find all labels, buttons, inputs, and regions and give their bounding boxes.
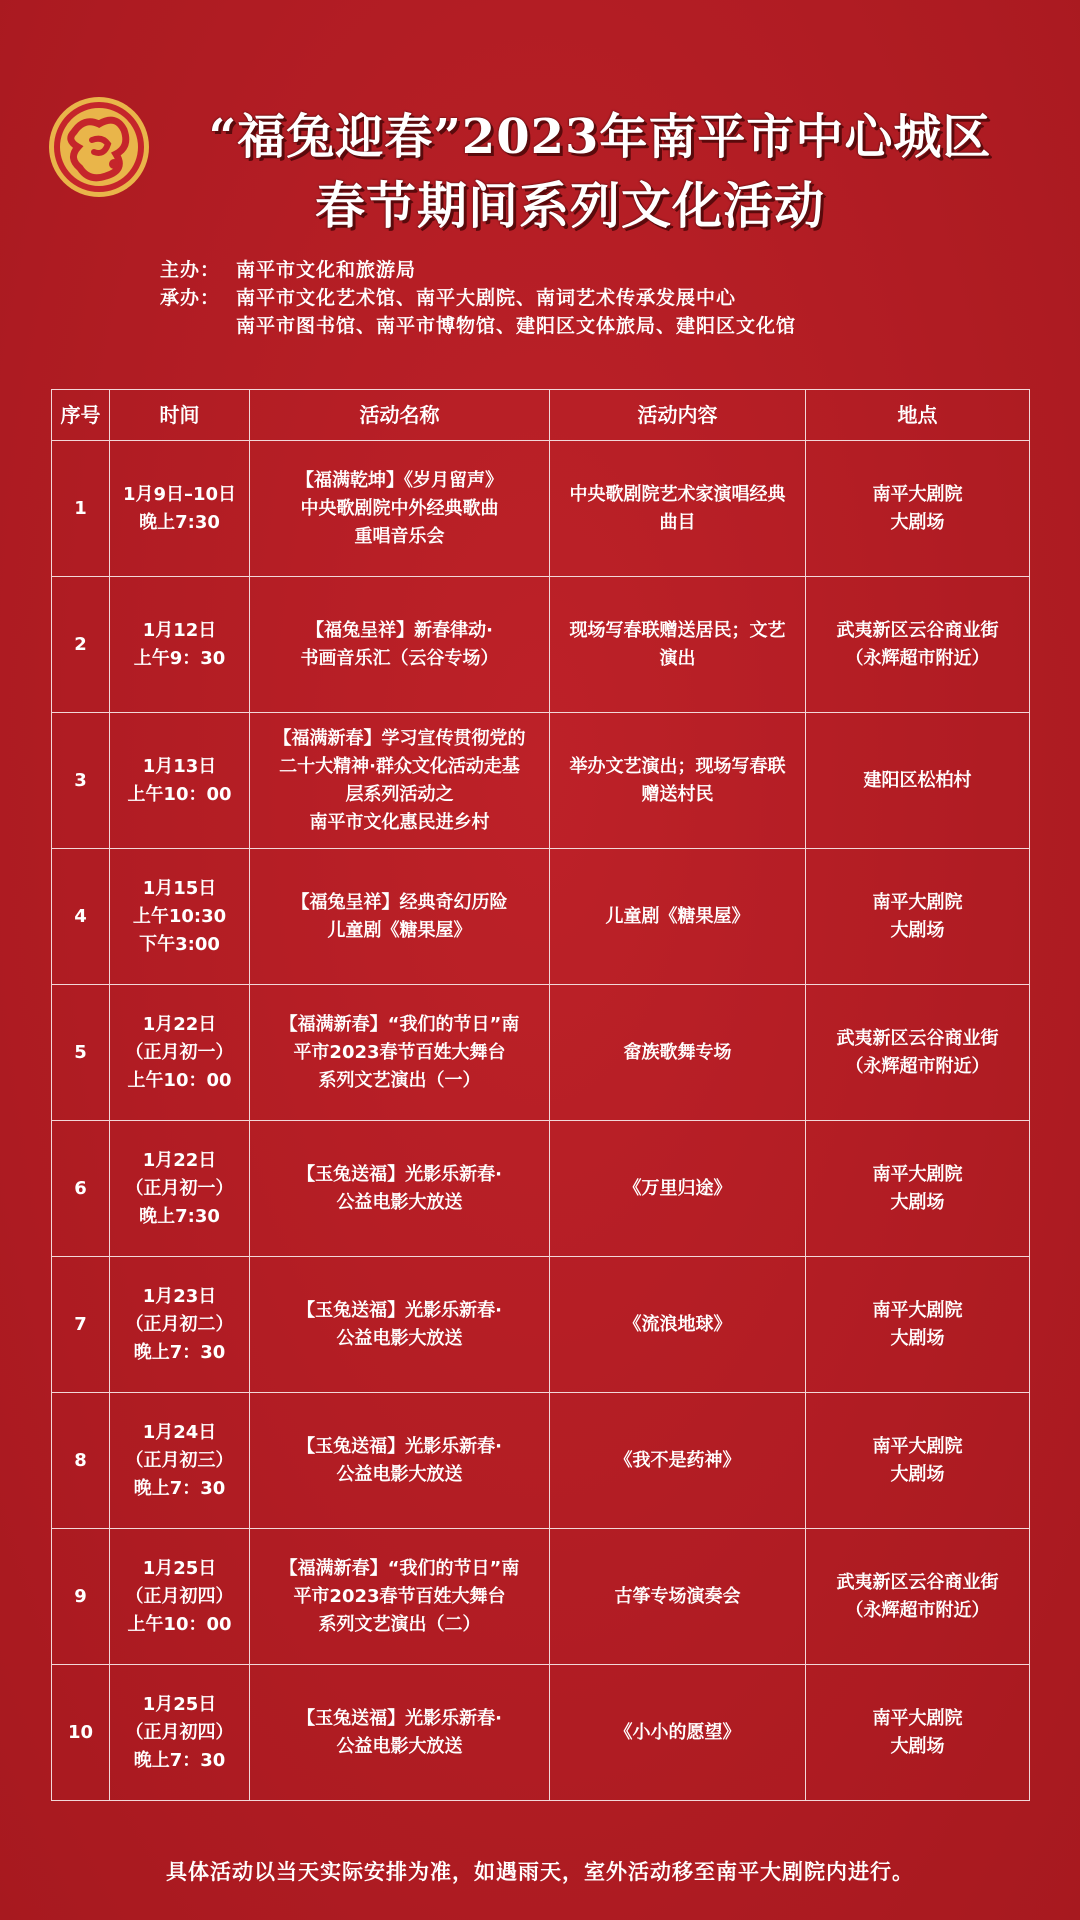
cell-place-line: 南平大剧院 <box>872 483 963 505</box>
cell-content-line: 现场写春联赠送居民；文艺 <box>569 619 786 641</box>
cell-name-line: 书画音乐汇（云谷专场） <box>300 647 499 669</box>
organizer-label: 承办： <box>160 287 221 309</box>
cell-place <box>806 1257 1030 1393</box>
cell-name <box>250 1393 550 1529</box>
organizer-value-line1: 南平市文化艺术馆、南平大剧院、南词艺术传承发展中心 <box>236 287 737 309</box>
cell-content <box>550 577 806 713</box>
cell-time-line: 下午3:00 <box>139 933 220 955</box>
cell-time <box>110 849 250 985</box>
cell-time <box>110 441 250 577</box>
cell-name-line: 系列文艺演出（二） <box>318 1613 481 1635</box>
cell-content-line: 畲族歌舞专场 <box>623 1041 732 1063</box>
cell-no: 9 <box>52 1529 110 1665</box>
cell-content-line: 儿童剧《糖果屋》 <box>605 905 750 927</box>
cell-content-line: 《流浪地球》 <box>623 1313 732 1335</box>
cell-content-line: 曲目 <box>659 511 696 533</box>
cell-content-line: 《我不是药神》 <box>614 1449 741 1471</box>
cell-time-line: 1月25日 <box>142 1693 217 1715</box>
cell-time-line: 晚上7：30 <box>133 1477 226 1499</box>
cell-content-line: 《万里归途》 <box>623 1177 732 1199</box>
cell-name-line: 平市2023春节百姓大舞台 <box>293 1585 506 1607</box>
organizers <box>160 256 796 340</box>
cell-name-line: 【福兔呈祥】经典奇幻历险 <box>291 891 508 913</box>
cell-no: 1 <box>52 441 110 577</box>
cell-name-line: 【玉兔送福】光影乐新春· <box>297 1435 502 1457</box>
cell-place-line: 南平大剧院 <box>872 1707 963 1729</box>
cell-no: 8 <box>52 1393 110 1529</box>
cell-time-line: 晚上7：30 <box>133 1749 226 1771</box>
cell-name-line: 公益电影大放送 <box>336 1327 463 1349</box>
cell-name-line: 层系列活动之 <box>345 783 454 805</box>
header-name: 活动名称 <box>250 390 550 441</box>
cell-place-line: 武夷新区云谷商业街 <box>836 619 999 641</box>
cell-place <box>806 577 1030 713</box>
cell-place-line: 大剧场 <box>890 1191 945 1213</box>
cell-place <box>806 1393 1030 1529</box>
cell-time-line: 上午10:30 <box>132 905 227 927</box>
cell-name <box>250 1529 550 1665</box>
table-row <box>52 985 1030 1121</box>
page-title-line2: 春节期间系列文化活动 <box>315 176 825 235</box>
cell-time-line: （正月初一） <box>125 1177 234 1199</box>
cell-time-line: 1月22日 <box>142 1013 217 1035</box>
cell-no: 4 <box>52 849 110 985</box>
cell-time-line: （正月初三） <box>125 1449 234 1471</box>
cell-name-line: 儿童剧《糖果屋》 <box>327 919 472 941</box>
cell-place-line: 大剧场 <box>890 919 945 941</box>
cell-place-line: 大剧场 <box>890 511 945 533</box>
cell-no: 10 <box>52 1665 110 1801</box>
cell-time-line: 上午10：00 <box>127 1613 232 1635</box>
cell-place <box>806 441 1030 577</box>
cell-no: 2 <box>52 577 110 713</box>
cell-place <box>806 713 1030 849</box>
cell-place-line: 南平大剧院 <box>872 891 963 913</box>
cell-name-line: 平市2023春节百姓大舞台 <box>293 1041 506 1063</box>
cell-no: 3 <box>52 713 110 849</box>
cell-name-line: 【玉兔送福】光影乐新春· <box>297 1163 502 1185</box>
cell-time-line: 晚上7:30 <box>139 511 220 533</box>
cell-content <box>550 1393 806 1529</box>
cell-name-line: 【福兔呈祥】新春律动· <box>306 619 493 641</box>
cell-name-line: 公益电影大放送 <box>336 1191 463 1213</box>
table-row <box>52 1529 1030 1665</box>
cell-time-line: 晚上7：30 <box>133 1341 226 1363</box>
cell-content <box>550 1665 806 1801</box>
footer-note: 具体活动以当天实际安排为准，如遇雨天，室外活动移至南平大剧院内进行。 <box>166 1859 914 1884</box>
page-title-line1: “福兔迎春”2023年南平市中心城区 <box>208 109 992 165</box>
cell-content-line: 赠送村民 <box>641 783 714 805</box>
cell-time <box>110 577 250 713</box>
cell-name-line: 【福满新春】“我们的节日”南 <box>279 1557 520 1579</box>
cell-time-line: 1月22日 <box>142 1149 217 1171</box>
cell-name-line: 公益电影大放送 <box>336 1463 463 1485</box>
cell-name-line: 【福满新春】学习宣传贯彻党的 <box>273 727 526 749</box>
cell-content <box>550 1529 806 1665</box>
cell-place-line: 大剧场 <box>890 1463 945 1485</box>
cell-time <box>110 985 250 1121</box>
cell-time-line: 1月24日 <box>142 1421 217 1443</box>
cell-name-line: 公益电影大放送 <box>336 1735 463 1757</box>
cell-time <box>110 1121 250 1257</box>
cell-place-line: （永辉超市附近） <box>845 647 990 669</box>
cell-content <box>550 1121 806 1257</box>
header-time: 时间 <box>110 390 250 441</box>
cell-place-line: 建阳区松柏村 <box>863 769 972 791</box>
cell-name <box>250 441 550 577</box>
cell-content <box>550 849 806 985</box>
cell-no: 7 <box>52 1257 110 1393</box>
cell-time-line: （正月初四） <box>125 1721 234 1743</box>
cell-place-line: 南平大剧院 <box>872 1163 963 1185</box>
cell-time <box>110 1529 250 1665</box>
cell-time-line: 上午10：00 <box>127 1069 232 1091</box>
cell-time-line: 1月15日 <box>142 877 217 899</box>
header-content: 活动内容 <box>550 390 806 441</box>
cell-time-line: （正月初四） <box>125 1585 234 1607</box>
cell-name <box>250 849 550 985</box>
cell-content-line: 演出 <box>659 647 696 669</box>
cell-content-line: 《小小的愿望》 <box>614 1721 741 1743</box>
cell-no: 6 <box>52 1121 110 1257</box>
cell-content-line: 举办文艺演出；现场写春联 <box>569 755 786 777</box>
cell-name-line: 系列文艺演出（一） <box>318 1069 481 1091</box>
cell-name-line: 【玉兔送福】光影乐新春· <box>297 1707 502 1729</box>
cell-time-line: （正月初一） <box>125 1041 234 1063</box>
cell-time <box>110 1393 250 1529</box>
table-row <box>52 849 1030 985</box>
cell-time-line: 晚上7:30 <box>139 1205 220 1227</box>
cell-name-line: 【福满新春】“我们的节日”南 <box>279 1013 520 1035</box>
host-value: 南平市文化和旅游局 <box>236 259 417 281</box>
cell-time-line: 1月25日 <box>142 1557 217 1579</box>
cell-time-line: 上午10：00 <box>127 783 232 805</box>
cell-time-line: 1月12日 <box>142 619 217 641</box>
table-row <box>52 1257 1030 1393</box>
cell-name <box>250 1665 550 1801</box>
cell-name <box>250 1257 550 1393</box>
cell-place <box>806 1665 1030 1801</box>
host-label: 主办： <box>160 259 221 281</box>
cell-time <box>110 1257 250 1393</box>
cell-name <box>250 985 550 1121</box>
cell-time-line: 上午9：30 <box>133 647 226 669</box>
table-header-row <box>52 390 1030 441</box>
cell-time <box>110 713 250 849</box>
cell-place-line: （永辉超市附近） <box>845 1599 990 1621</box>
table-row <box>52 1665 1030 1801</box>
cell-place-line: 武夷新区云谷商业街 <box>836 1027 999 1049</box>
cell-place-line: （永辉超市附近） <box>845 1055 990 1077</box>
cell-place <box>806 1529 1030 1665</box>
cell-place-line: 大剧场 <box>890 1735 945 1757</box>
header-place: 地点 <box>806 390 1030 441</box>
cell-no: 5 <box>52 985 110 1121</box>
table-row <box>52 1121 1030 1257</box>
cell-time-line: 1月23日 <box>142 1285 217 1307</box>
cell-name-line: 【福满乾坤】《岁月留声》 <box>296 469 503 491</box>
cell-name <box>250 713 550 849</box>
cell-name-line: 【玉兔送福】光影乐新春· <box>297 1299 502 1321</box>
cell-name-line: 南平市文化惠民进乡村 <box>309 811 490 833</box>
cell-place <box>806 985 1030 1121</box>
cell-name <box>250 1121 550 1257</box>
cell-place <box>806 849 1030 985</box>
cell-place-line: 大剧场 <box>890 1327 945 1349</box>
cell-name <box>250 577 550 713</box>
table-row <box>52 713 1030 849</box>
header-no: 序号 <box>52 390 110 441</box>
cell-content-line: 中央歌剧院艺术家演唱经典 <box>569 483 786 505</box>
table-row <box>52 577 1030 713</box>
cell-place-line: 武夷新区云谷商业街 <box>836 1571 999 1593</box>
cell-time <box>110 1665 250 1801</box>
cell-time-line: （正月初二） <box>125 1313 234 1335</box>
cell-content <box>550 441 806 577</box>
cell-name-line: 中央歌剧院中外经典歌曲 <box>300 497 499 519</box>
cell-name-line: 二十大精神·群众文化活动走基 <box>279 755 520 777</box>
cell-content <box>550 1257 806 1393</box>
cell-content <box>550 713 806 849</box>
cell-content <box>550 985 806 1121</box>
cell-place-line: 南平大剧院 <box>872 1435 963 1457</box>
cell-place-line: 南平大剧院 <box>872 1299 963 1321</box>
cell-content-line: 古筝专场演奏会 <box>614 1585 741 1607</box>
table-row <box>52 441 1030 577</box>
cell-name-line: 重唱音乐会 <box>354 525 445 547</box>
activity-table <box>51 389 1030 1801</box>
organizer-value-line2: 南平市图书馆、南平市博物馆、建阳区文体旅局、建阳区文化馆 <box>236 315 797 337</box>
table-row <box>52 1393 1030 1529</box>
cell-time-line: 1月13日 <box>142 755 217 777</box>
cell-place <box>806 1121 1030 1257</box>
cell-time-line: 1月9日–10日 <box>122 483 237 505</box>
